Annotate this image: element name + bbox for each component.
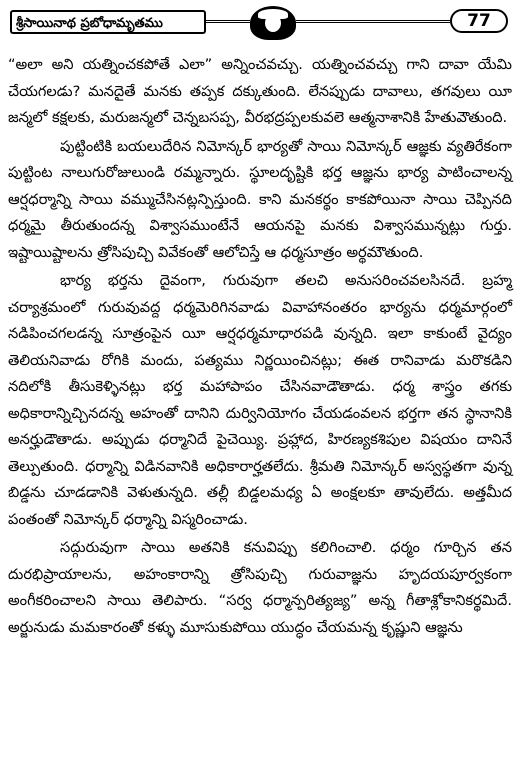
paragraph: భార్య భర్తను దైవంగా, గురువుగా తలచి అనుసరించవలసినదే. బ్రహ్మ చర్యాశ్రమంలో గురువువద్ద ధర్మమెరిగినవాడు వివాహానంతరం భార్యను ధర్మమార్గంలో నడిపించగలడన్న సూత్రంపైన యీ ఆర్షధర్మమాధారపడి వున్నది. ఇలా కాకుంటే వైద్యం తెలియనివాడు రోగికి మందు, పత్యము నిర్ణయించినట్లు; ఈత రానివాడు మరొకడిని నదిలోకి తీసుకెళ్ళినట్లు భర్త మహాపాపం చేసినవాడౌతాడు. ధర్మ శాస్త్రం తగకు అధికారాన్నిచ్చినదన్న అహంతో దానిని దుర్వినియోగం చేయడంవలన భర్తగా తన స్థానానికి అనర్హుడౌతాడు. అప్పుడు ధర్మానిదే పైచెయ్యి. ప్రహ్లాద, హిరణ్యకశిపుల విషయం దానినే తెల్పుతుంది. ధర్మాన్ని విడినవానికి అధికారార్హతలేదు. శ్రీమతి నిమోన్కర్ అస్వస్థతగా వున్న బిడ్డను చూడడానికి వెళుతున్నది. తల్లీ బిడ్డలమధ్య ఏ అంక్షలకూ తావులేదు. అత్తమీద పంతంతో నిమోన్కర్ ధర్మాన్ని విస్మరించాడు. <box>8 272 512 528</box>
book-title: శ్రీసాయినాథ ప్రబోధామృతము <box>10 10 206 34</box>
paragraph: పుట్టింటికి బయలుదేరిన నిమోన్కర్ భార్యతో సాయి నిమోన్కర్ ఆజ్ఞకు వ్యతిరేకంగా పుట్టింట నాలుగురోజులుండి రమ్మన్నారు. స్థూలదృష్టికి భర్త ఆజ్ఞను భార్య పాటించాలన్న ఆర్షధర్మాన్ని సాయి వమ్ముచేసినట్లన్పిస్తుంది. కాని మనకర్థం కాకపోయినా సాయి చెప్పినది ధర్మమై తీరుతుందన్న విశ్వాసముంటేనే ఆయనపై మనకు విశ్వాసమున్నట్లు గుర్తు. ఇష్టాయిష్టాలను త్రోసిపుచ్చి వివేకంతో ఆలోచిస్తే ఆ ధర్మసూత్రం అర్థమౌతుంది. <box>8 137 512 261</box>
page-number: 77 <box>450 9 508 33</box>
sai-baba-portrait-icon <box>250 6 296 40</box>
header-rule-left <box>206 20 250 23</box>
paragraph: “అలా అని యత్నించకపోతే ఎలా” అన్నించవచ్చు. యత్నించవచ్చు గాని దావా యేమి చేయగలడు? మనదైతే మనకు తప్పక దక్కుతుంది. లేనప్పుడు దావాలు, తగవులు యీ జన్మలో కక్షలకు, మరుజన్మలో చెన్నబసప్ప, వీరభద్రప్పలకువలె ఆత్మనాశానికి హేతువౌతుంది. <box>8 56 512 126</box>
face-shape <box>265 14 281 32</box>
page-header <box>6 6 512 42</box>
paragraph: సద్గురువుగా సాయి అతనికి కనువిప్పు కలిగించాలి. ధర్మం గూర్చిన తన దురభిప్రాయాలను, అహంకారాన్ని త్రోసిపుచ్చి గురువాజ్ఞను హృదయపూర్వకంగా అంగీకరించాలని సాయి తెలిపారు. “సర్వ ధర్మాన్పరిత్యజ్య” అన్న గీతాశ్లోకానికర్థమిదే. అర్జునుడు మమకారంతో కళ్ళు మూసుకుపోయి యుద్ధం చేయమన్న కృష్ణుని ఆజ్ఞను <box>8 539 512 636</box>
page-body <box>8 52 512 641</box>
header-rule-right <box>296 20 450 23</box>
